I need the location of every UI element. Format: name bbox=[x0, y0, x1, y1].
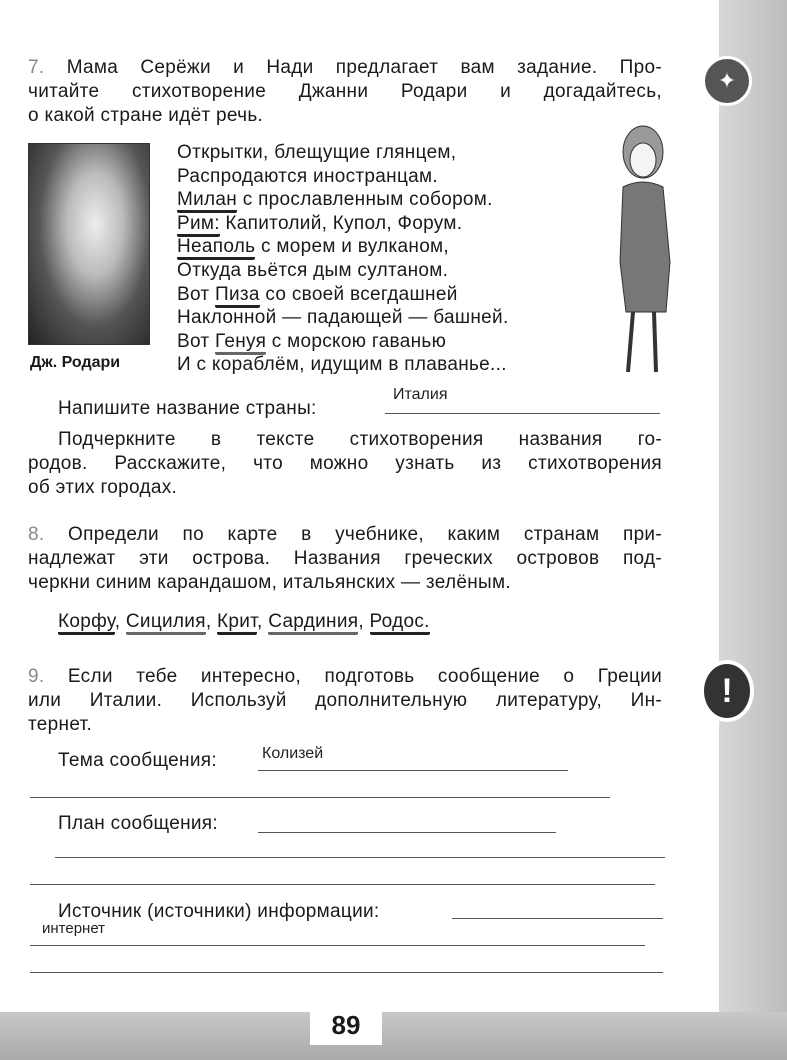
rodari-photo bbox=[28, 143, 150, 345]
source-label: Источник (источники) информации: bbox=[58, 901, 380, 922]
task8-text: 8. Определи по карте в учебнике, каким странам при- надлежат эти острова. Названия греческих островов под- черкни синим карандашом, итальянских — зелёным. bbox=[28, 524, 662, 593]
topic-label: Тема сообщения: bbox=[58, 750, 217, 771]
country-answer[interactable]: Италия bbox=[393, 386, 448, 403]
source-line-3[interactable] bbox=[30, 972, 663, 973]
source-line-2[interactable] bbox=[30, 945, 645, 946]
island-sicily: Сицилия bbox=[126, 611, 206, 635]
island-crete: Крит bbox=[217, 611, 257, 635]
topic-answer[interactable]: Колизей bbox=[262, 745, 324, 762]
island-rhodes: Родос. bbox=[370, 611, 430, 635]
bottom-decoration bbox=[0, 1012, 787, 1060]
island-sardinia: Сардиния bbox=[268, 611, 358, 635]
task7-text: 7. Мама Серёжи и Нади предлагает вам задание. Про- читайте стихотворение Джанни Родари и догадайтесь, о какой стране идёт речь. bbox=[28, 57, 662, 126]
topic-line-2[interactable] bbox=[30, 797, 610, 798]
islands-list: Корфу, Сицилия, Крит, Сардиния, Родос. bbox=[58, 610, 430, 634]
plan-line[interactable] bbox=[258, 832, 556, 833]
plan-line-3[interactable] bbox=[30, 884, 655, 885]
source-answer[interactable]: интернет bbox=[42, 920, 106, 937]
globe-icon: ✦ bbox=[702, 56, 752, 106]
plan-line-2[interactable] bbox=[55, 857, 665, 858]
plan-label: План сообщения: bbox=[58, 813, 218, 834]
page-number: 89 bbox=[310, 1005, 382, 1045]
poem: Открытки, блещущие глянцем, Распродаются иностранцам. Милан с прославленным собором. Рим: Капитолий, Купол, Форум. Неаполь с морем и вулканом, Откуда вьётся дым султаном. Вот Пиза со своей всегдашней Наклонной — падающей — башней. Вот Генуя с морскою гаванью И с кораблём, идущим в плаванье... bbox=[177, 142, 509, 376]
topic-line[interactable] bbox=[258, 770, 568, 771]
country-prompt: Напишите название страны: bbox=[58, 398, 317, 419]
country-answer-line[interactable] bbox=[385, 413, 660, 414]
source-line[interactable] bbox=[452, 918, 663, 919]
task7-paragraph: Подчеркните в тексте стихотворения названия го- родов. Расскажите, что можно узнать из стихотворения об этих городах. bbox=[28, 429, 662, 498]
island-corfu: Корфу bbox=[58, 611, 115, 635]
woman-illustration bbox=[598, 112, 688, 382]
photo-caption: Дж. Родари bbox=[30, 354, 121, 371]
exclamation-icon: ! bbox=[700, 660, 754, 722]
task9-text: 9. Если тебе интересно, подготовь сообщение о Греции или Италии. Используй дополнительную литературу, Ин- тернет. bbox=[28, 666, 662, 735]
side-decoration bbox=[719, 0, 787, 1060]
